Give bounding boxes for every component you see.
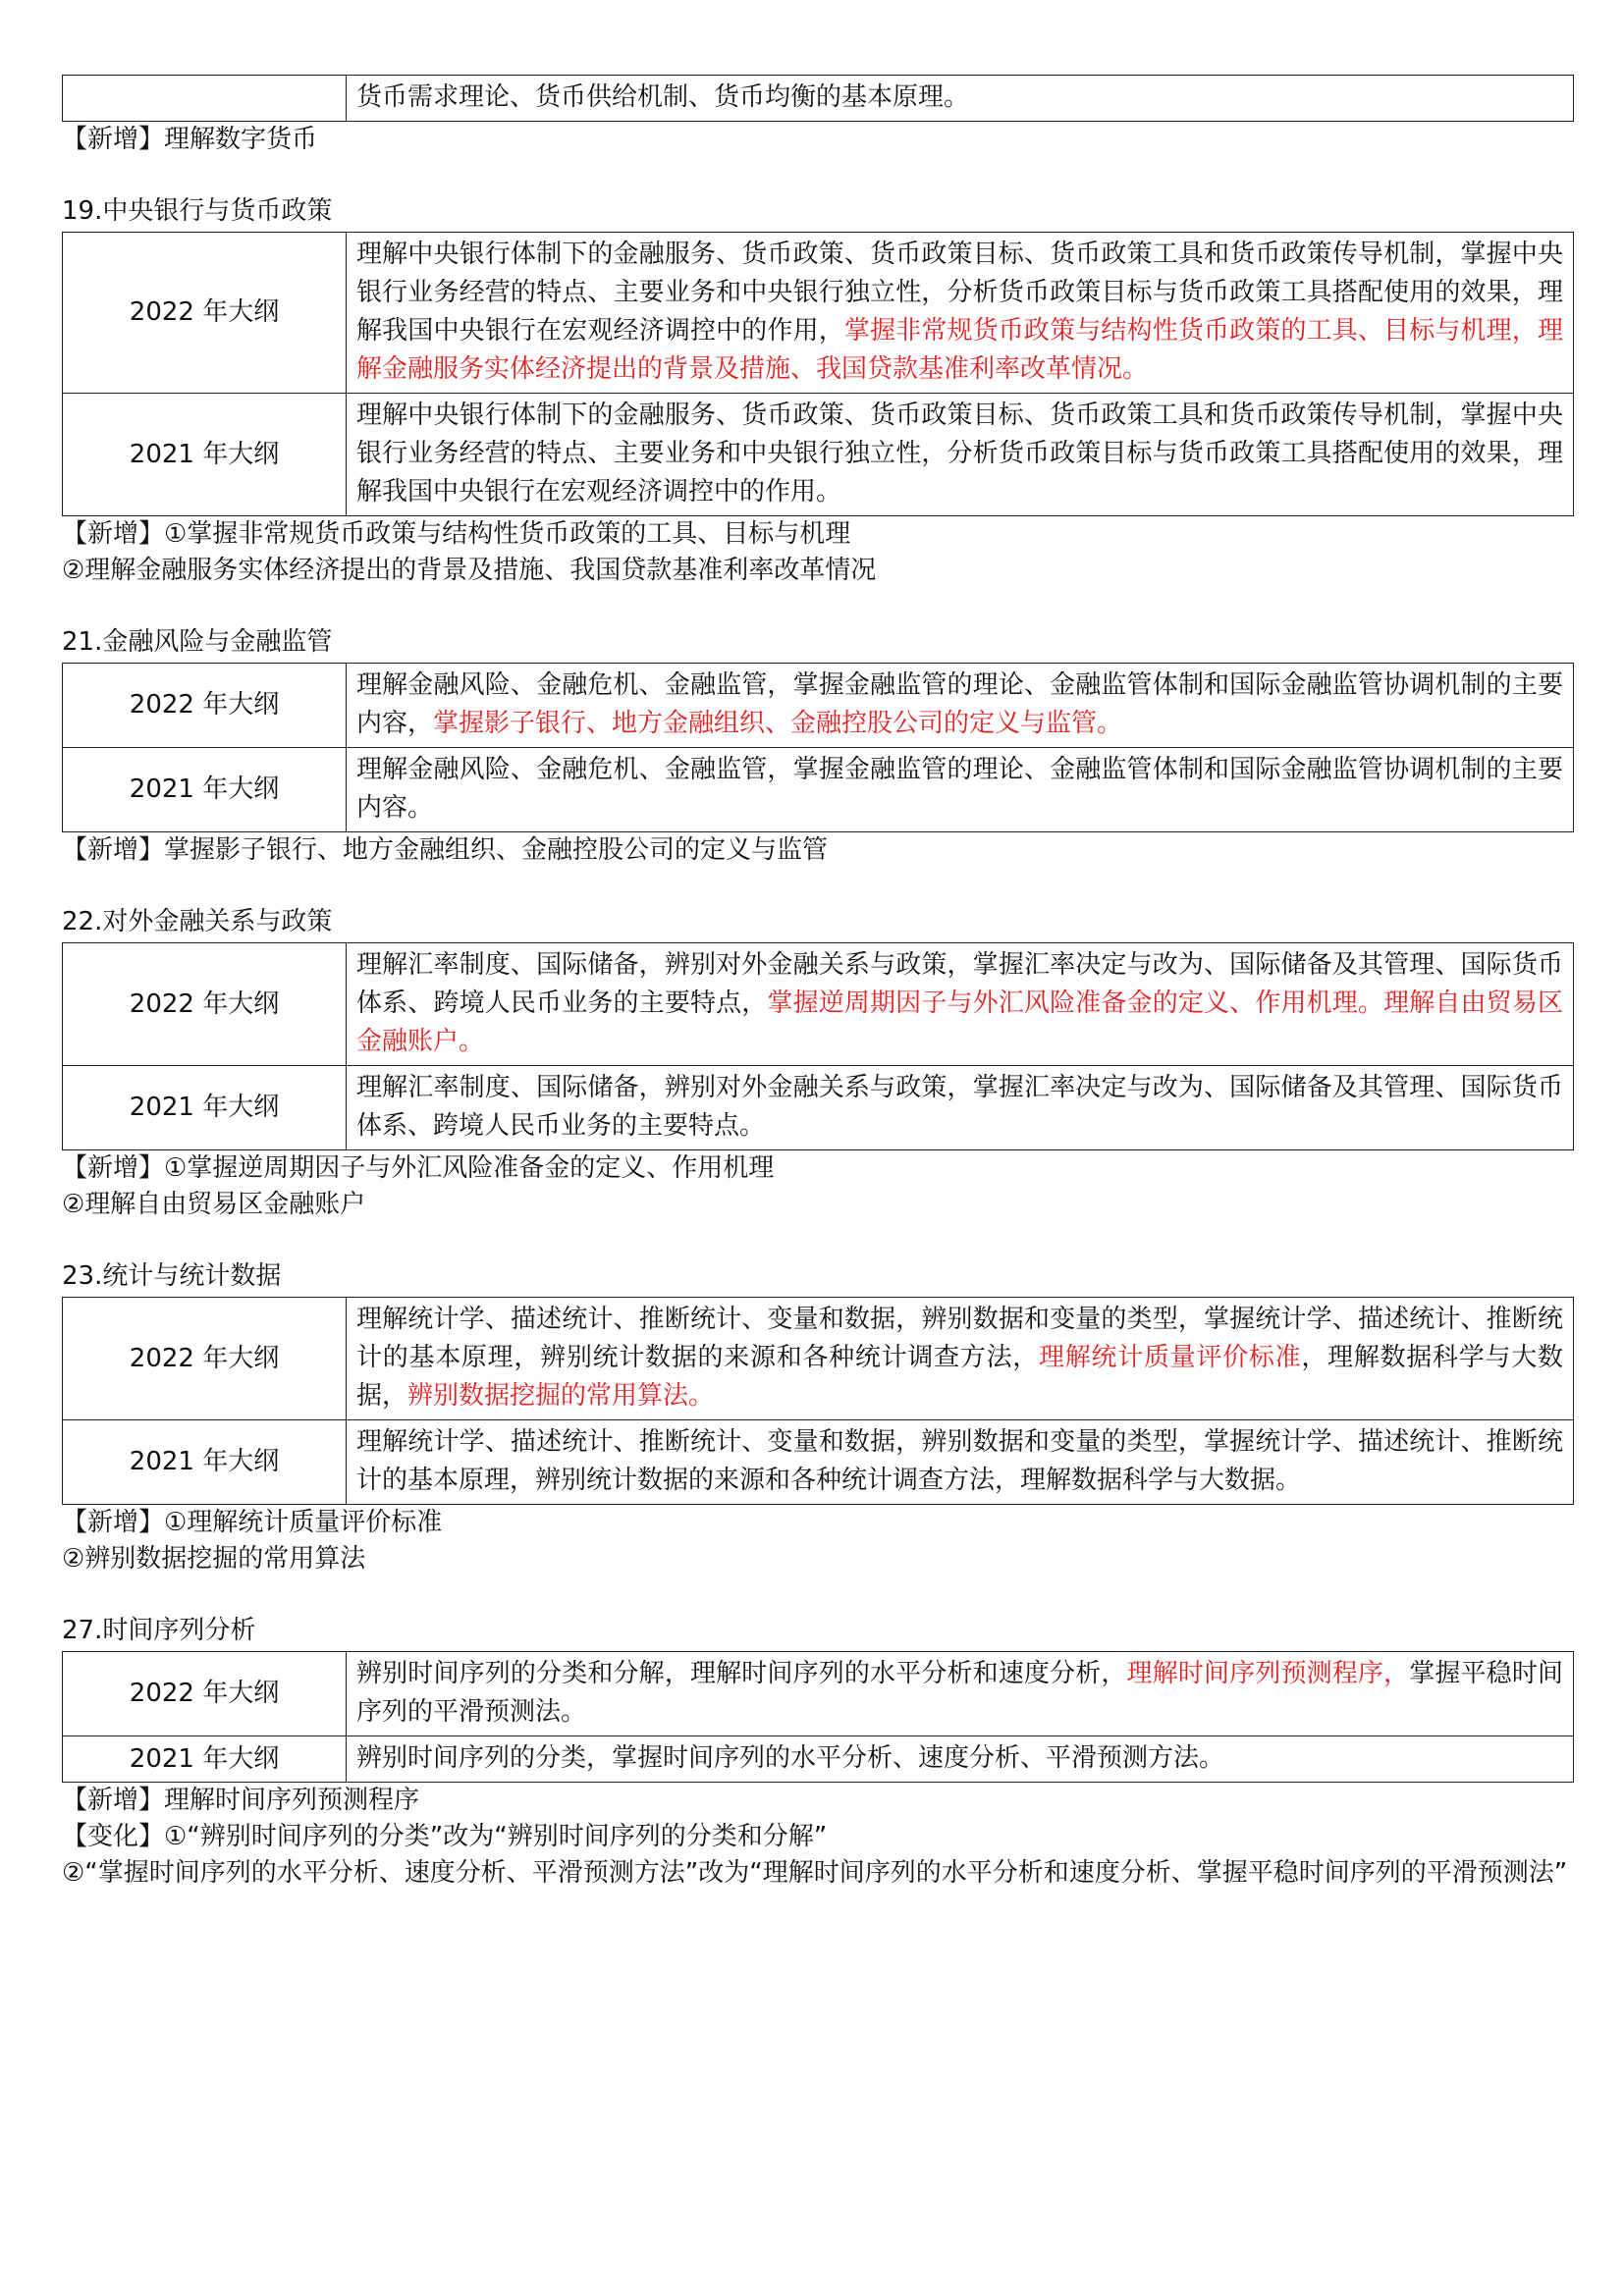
table-row-2021: [63, 1066, 1574, 1150]
table-row-2022: [63, 1298, 1574, 1420]
label-2021: 2021 年大纲: [63, 1420, 347, 1505]
new-note-2: ②辨别数据挖掘的常用算法: [62, 1544, 366, 1574]
table-row-2022: [63, 1652, 1574, 1736]
text-2021: 理解中央银行体制下的金融服务、货币政策、货币政策目标、货币政策工具和货币政策传导机制，掌握中央银行业务经营的特点、主要业务和中央银行独立性，分析货币政策目标与货币政策工具搭配使用的效果，理解我国中央银行在宏观经济调控中的作用。: [347, 394, 1574, 516]
label-2022: 2022 年大纲: [63, 233, 347, 394]
text-cell: 货币需求理论、货币供给机制、货币均衡的基本原理。: [347, 76, 1574, 122]
table-row-2022: [63, 943, 1574, 1066]
label-2021: 2021 年大纲: [63, 1066, 347, 1150]
section-title-19: 19.中央银行与货币政策: [62, 196, 333, 226]
table-row-2021: [63, 1736, 1574, 1783]
table-section-22: [62, 942, 1574, 1150]
section-title-27: 27.时间序列分析: [62, 1616, 256, 1645]
new-note-1: 【新增】①掌握逆周期因子与外汇风险准备金的定义、作用机理: [62, 1153, 775, 1183]
text-2021: 理解统计学、描述统计、推断统计、变量和数据，辨别数据和变量的类型，掌握统计学、描述统计、推断统计的基本原理，辨别统计数据的来源和各种统计调查方法，理解数据科学与大数据。: [347, 1420, 1574, 1505]
table-row: [63, 76, 1574, 122]
page-content: [62, 75, 1574, 1892]
table-section-19: [62, 232, 1574, 516]
text-2022: [347, 943, 1574, 1066]
section-title-23: 23.统计与统计数据: [62, 1261, 282, 1291]
label-2022: 2022 年大纲: [63, 1652, 347, 1736]
new-note: 【新增】理解数字货币: [62, 125, 318, 154]
text-red: 掌握影子银行、地方金融组织、金融控股公司的定义与监管。: [433, 709, 1123, 738]
text-2021: 理解金融风险、金融危机、金融监管，掌握金融监管的理论、金融监管体制和国际金融监管协调机制的主要内容。: [347, 748, 1574, 832]
label-2021: 2021 年大纲: [63, 394, 347, 516]
change-note-1: 【变化】①“辨别时间序列的分类”改为“辨别时间序列的分类和分解”: [62, 1822, 828, 1851]
text-2021: 理解汇率制度、国际储备，辨别对外金融关系与政策，掌握汇率决定与改为、国际储备及其管理、国际货币体系、跨境人民币业务的主要特点。: [347, 1066, 1574, 1150]
table-row-2021: [63, 1420, 1574, 1505]
top-table: [62, 75, 1574, 122]
new-note-1: 【新增】①掌握非常规货币政策与结构性货币政策的工具、目标与机理: [62, 519, 851, 549]
text-black-2: ，理解数据科学与大数据，: [356, 1343, 1563, 1411]
text-2021: 辨别时间序列的分类，掌握时间序列的水平分析、速度分析、平滑预测方法。: [347, 1736, 1574, 1783]
text-black: 理解汇率制度、国际储备，辨别对外金融关系与政策，掌握汇率决定与改为、国际储备及其管理、国际货币体系、跨境人民币业务的主要特点，: [356, 950, 1563, 1018]
text-red-1: 掌握非常规货币政策与结构性货币政策的工具、目标与机理，: [843, 316, 1538, 346]
text-2022: [347, 664, 1574, 748]
section-title-21: 21.金融风险与金融监管: [62, 627, 333, 657]
table-section-21: [62, 663, 1574, 832]
text-red-2: 辨别数据挖掘的常用算法。: [407, 1381, 715, 1411]
text-2022: [347, 1652, 1574, 1736]
label-2022: 2022 年大纲: [63, 943, 347, 1066]
new-note-1: 【新增】①理解统计质量评价标准: [62, 1508, 443, 1537]
label-2022: 2022 年大纲: [63, 1298, 347, 1420]
text-black-1: 辨别时间序列的分类和分解，理解时间序列的水平分析和速度分析，: [356, 1659, 1127, 1688]
text-red-2: 理解自由贸易区金融账户。: [356, 988, 1563, 1056]
section-title-22: 22.对外金融关系与政策: [62, 907, 333, 936]
label-2021: 2021 年大纲: [63, 1736, 347, 1783]
change-note-2: ②“掌握时间序列的水平分析、速度分析、平滑预测方法”改为“理解时间序列的水平分析和速度分析、掌握平稳时间序列的平滑预测法”: [62, 1858, 1568, 1888]
text-black-1: 理解统计学、描述统计、推断统计、变量和数据，辨别数据和变量的类型，掌握统计学、描述统计、推断统计的基本原理，辨别统计数据的来源和各种统计调查方法，: [356, 1305, 1563, 1372]
table-row-2022: [63, 233, 1574, 394]
table-row-2021: [63, 394, 1574, 516]
text-black: 理解金融风险、金融危机、金融监管，掌握金融监管的理论、金融监管体制和国际金融监管协调机制的主要内容，: [356, 670, 1563, 738]
table-row-2022: [63, 664, 1574, 748]
new-note-1: 【新增】掌握影子银行、地方金融组织、金融控股公司的定义与监管: [62, 835, 829, 865]
label-2022: 2022 年大纲: [63, 664, 347, 748]
new-note-2: ②理解自由贸易区金融账户: [62, 1190, 366, 1219]
text-red-2: 理解金融服务实体经济提出的背景及措施、我国贷款基准利率改革情况。: [356, 316, 1563, 384]
text-red: 理解时间序列预测程序，: [1126, 1659, 1410, 1688]
new-note-2: ②理解金融服务实体经济提出的背景及措施、我国贷款基准利率改革情况: [62, 556, 877, 585]
label-cell-empty: [63, 76, 347, 122]
text-black-2: 掌握平稳时间序列的平滑预测法。: [356, 1659, 1563, 1727]
text-2022: [347, 233, 1574, 394]
text-red-1: 掌握逆周期因子与外汇风险准备金的定义、作用机理。: [767, 988, 1384, 1018]
table-row-2021: [63, 748, 1574, 832]
table-section-27: [62, 1651, 1574, 1783]
text-black: 理解中央银行体制下的金融服务、货币政策、货币政策目标、货币政策工具和货币政策传导机制，掌握中央银行业务经营的特点、主要业务和中央银行独立性，分析货币政策目标与货币政策工具搭配使用的效果，理解我国中央银行在宏观经济调控中的作用，: [356, 240, 1563, 346]
label-2021: 2021 年大纲: [63, 748, 347, 832]
new-note-1: 【新增】理解时间序列预测程序: [62, 1786, 420, 1815]
table-section-23: [62, 1297, 1574, 1505]
text-2022: [347, 1298, 1574, 1420]
text-red-1: 理解统计质量评价标准: [1039, 1343, 1302, 1372]
